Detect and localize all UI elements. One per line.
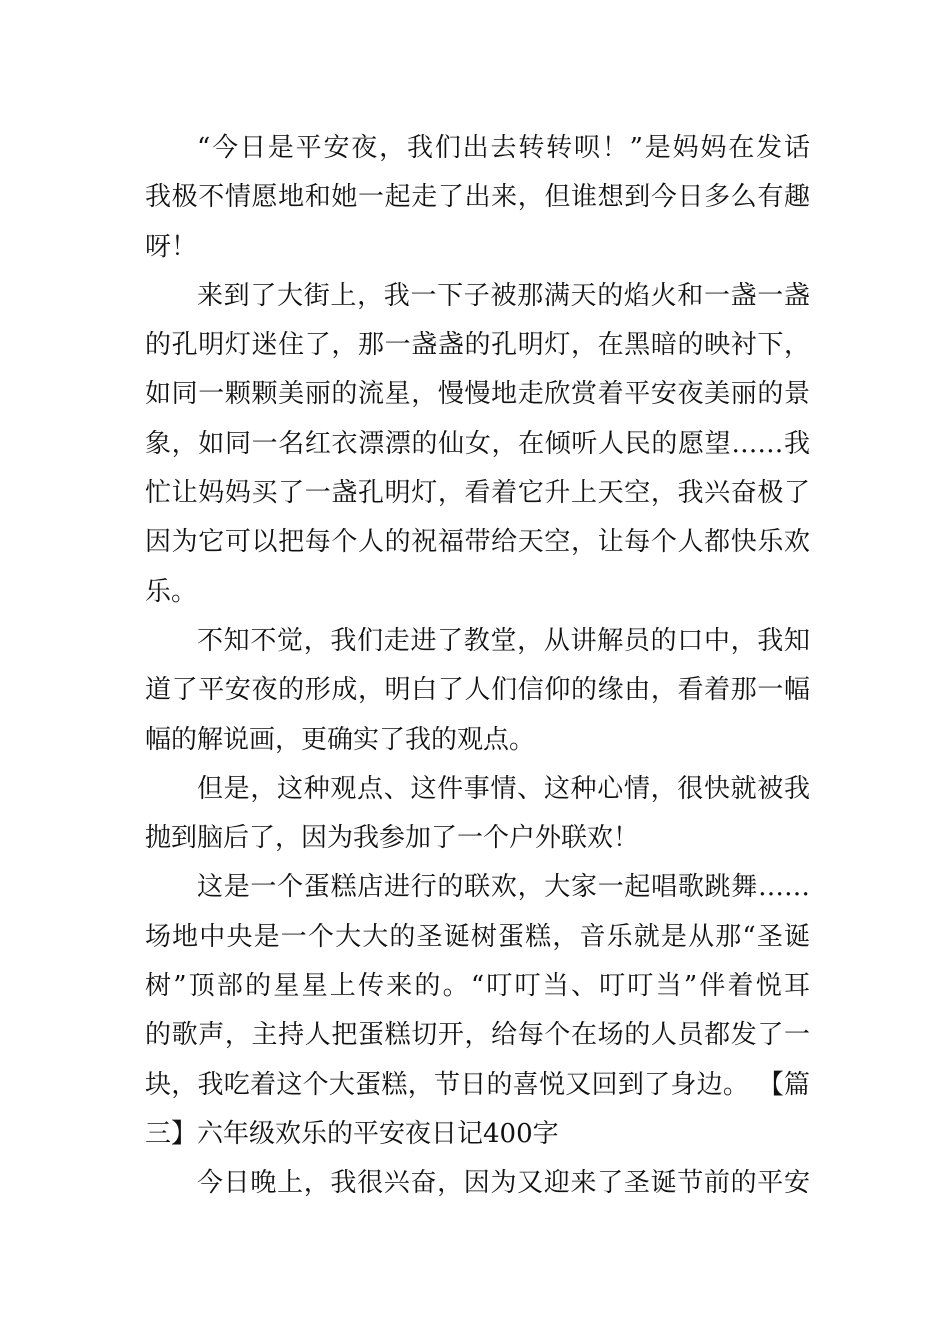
document-body <box>145 124 810 1209</box>
text-line: 来到了大街上，我一下子被那满天的焰火和一盏一盏 <box>197 280 810 311</box>
text-line: 这是一个蛋糕店进行的联欢，大家一起唱歌跳舞…… <box>197 872 810 903</box>
text-line: 忙让妈妈买了一盏孔明灯，看着它升上天空，我兴奋极了 <box>145 478 810 509</box>
text-line: 抛到脑后了，因为我参加了一个户外联欢！ <box>145 823 640 854</box>
text-line: 幅的解说画，更确实了我的观点。 <box>145 724 536 755</box>
text-line: 不知不觉，我们走进了教堂，从讲解员的口中，我知 <box>197 625 810 656</box>
text-line: 场地中央是一个大大的圣诞树蛋糕，音乐就是从那“圣诞 <box>145 921 810 952</box>
text-line: 我极不情愿地和她一起走了出来，但谁想到今日多么有趣 <box>145 182 810 213</box>
text-line: 呀！ <box>145 231 198 262</box>
text-line: 但是，这种观点、这件事情、这种心情，很快就被我 <box>197 773 810 804</box>
text-line: 树”顶部的星星上传来的。“叮叮当、叮叮当”伴着悦耳 <box>145 971 810 1002</box>
text-line: 象，如同一名红衣漂漂的仙女，在倾听人民的愿望……我 <box>145 428 810 459</box>
text-line: 乐。 <box>145 576 198 607</box>
text-line: 的孔明灯迷住了，那一盏盏的孔明灯，在黑暗的映衬下， <box>145 330 810 361</box>
text-line: 的歌声，主持人把蛋糕切开，给每个在场的人员都发了一 <box>145 1020 810 1051</box>
text-line: 因为它可以把每个人的祝福带给天空，让每个人都快乐欢 <box>145 527 810 558</box>
text-line: 如同一颗颗美丽的流星，慢慢地走欣赏着平安夜美丽的景 <box>145 379 810 410</box>
text-line: “今日是平安夜，我们出去转转呗！”是妈妈在发话 <box>197 133 810 163</box>
text-line: 今日晚上，我很兴奋，因为又迎来了圣诞节前的平安 <box>197 1168 810 1199</box>
text-line: 道了平安夜的形成，明白了人们信仰的缘由，看着那一幅 <box>145 675 810 706</box>
section-heading: 三】六年级欢乐的平安夜日记400字 <box>145 1118 559 1149</box>
text-line: 块，我吃着这个大蛋糕，节日的喜悦又回到了身边。 【篇 <box>145 1069 810 1100</box>
